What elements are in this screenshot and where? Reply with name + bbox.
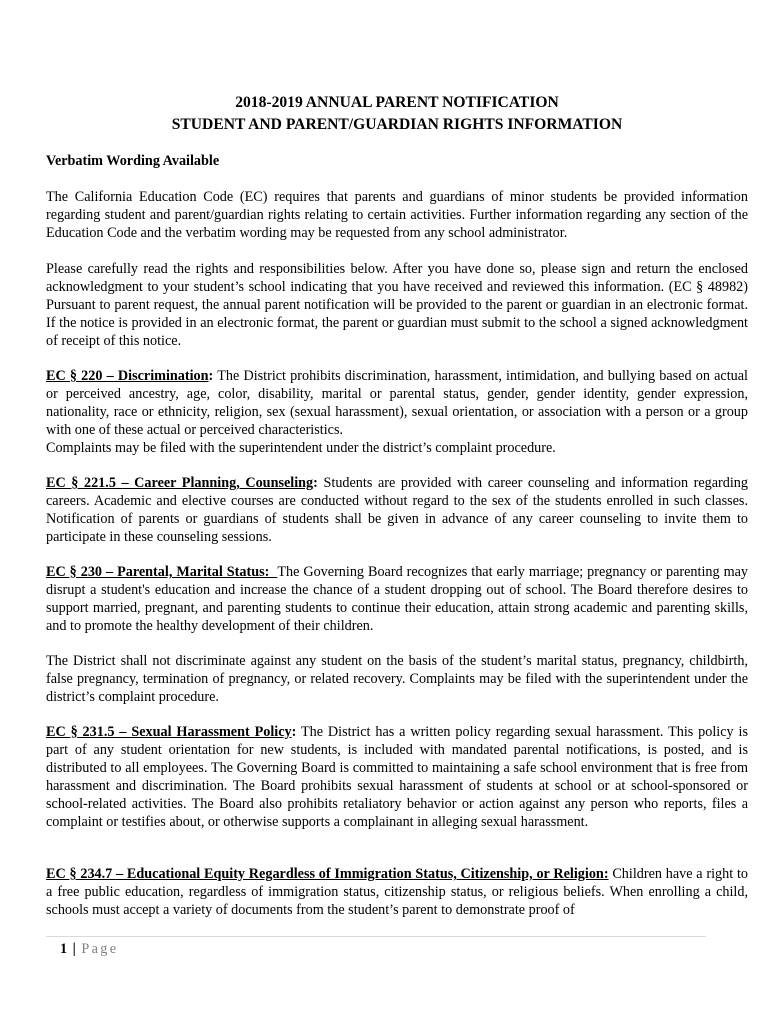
document-title-line-2: STUDENT AND PARENT/GUARDIAN RIGHTS INFORMATION <box>171 116 623 133</box>
section-extra-text: Complaints may be filed with the superintendent under the district’s complaint procedure. <box>46 439 556 456</box>
footer-separator: | <box>72 941 76 957</box>
section-paragraph <box>46 724 748 831</box>
heading-colon: : <box>291 724 297 740</box>
section-heading-ec-220: EC § 220 – Discrimination <box>46 368 209 384</box>
section-heading-ec-221-5: EC § 221.5 – Career Planning, Counseling <box>46 475 314 491</box>
intro-text-2: Please carefully read the rights and responsibilities below. After you have done so, please sign and return the enclosed acknowledgment to your student’s school indicating that you have received and reviewed this information. (EC § 48982) Pursuant to parent request, the annual parent notification will be provided to the parent or guardian in an electronic format. If the notice is provided in an electronic format, the parent or guardian must submit to the school a signed acknowledgment of receipt of this notice. <box>46 261 748 349</box>
intro-paragraph-2 <box>46 261 748 351</box>
section-paragraph <box>46 866 748 920</box>
intro-text-1: The California Education Code (EC) requires that parents and guardians of minor students be provided information regarding student and parent/guardian rights relating to certain activities. Further information regarding any section of the Education Code and the verbatim wording may be requested from any school administrator. <box>46 189 748 241</box>
heading-colon: : <box>313 475 318 491</box>
page-number: 1 <box>60 941 68 957</box>
section-body: Children have a right to a free public education, regardless of immigration status, citizenship status, or religious beliefs. When enrolling a child, schools must accept a variety of documents from the student’s parent to demonstrate proof of <box>46 866 748 918</box>
page-footer <box>60 940 119 958</box>
section-extra-text: The District shall not discriminate against any student on the basis of the student’s marital status, pregnancy, childbirth, false pregnancy, termination of pregnancy, or related recovery. Complaints may be filed with the superintendent under the district’s complaint procedure. <box>46 653 748 705</box>
section-heading-ec-230: EC § 230 – Parental, Marital Status: <box>46 564 278 580</box>
section-paragraph <box>46 368 748 440</box>
section-ec-230-continued <box>46 653 748 707</box>
heading-colon: : <box>208 368 214 384</box>
section-ec-234-7 <box>46 866 748 920</box>
section-ec-230 <box>46 564 748 636</box>
section-paragraph <box>46 564 748 636</box>
section-paragraph <box>46 475 748 547</box>
intro-paragraph-1 <box>46 189 748 243</box>
footer-divider <box>46 936 706 937</box>
section-ec-231-5 <box>46 724 748 831</box>
section-ec-221-5 <box>46 475 748 547</box>
section-body: Students are provided with career counseling and information regarding careers. Academic and elective courses are conducted without regard to the sex of the students enrolled in such classes. Notification of parents or guardians of students shall be given in advance of any career counseling to invite them to participate in these counseling sessions. <box>46 475 748 545</box>
section-body: The Governing Board recognizes that early marriage; pregnancy or parenting may disrupt a student's education and increase the chance of a student dropping out of school. The Board therefore desires to support married, pregnant, and parenting students to continue their education, attain strong academic and parenting skills, and to promote the healthy development of their children. <box>46 564 748 634</box>
section-heading-ec-231-5: EC § 231.5 – Sexual Harassment Policy <box>46 724 292 740</box>
section-body: The District has a written policy regarding sexual harassment. This policy is part of any student orientation for new students, is included with mandated parental notifications, is posted, and is distributed to all employees. The Governing Board is committed to maintaining a safe school environment that is free from harassment and discrimination. The Board prohibits sexual harassment of students at school or at school-sponsored or school-related activities. The Board also prohibits retaliatory behavior or action against any person who reports, files a complaint or testifies about, or otherwise supports a complainant in alleging sexual harassment. <box>46 724 748 830</box>
section-ec-220 <box>46 368 748 458</box>
section-body: The District prohibits discrimination, harassment, intimidation, and bullying based on actual or perceived ancestry, age, color, disability, marital or parental status, gender, gender identity, gender expression, nationality, race or ethnicity, religion, sex (sexual harassment), sexual orientation, or association with a person or a group with one of these actual or perceived characteristics. <box>46 368 748 438</box>
section-heading-ec-234-7: EC § 234.7 – Educational Equity Regardless of Immigration Status, Citizenship, or Religion: <box>46 866 609 882</box>
verbatim-subheading: Verbatim Wording Available <box>46 153 220 169</box>
page-label: Page <box>81 941 119 957</box>
document-title-line-1: 2018-2019 ANNUAL PARENT NOTIFICATION <box>235 94 559 111</box>
